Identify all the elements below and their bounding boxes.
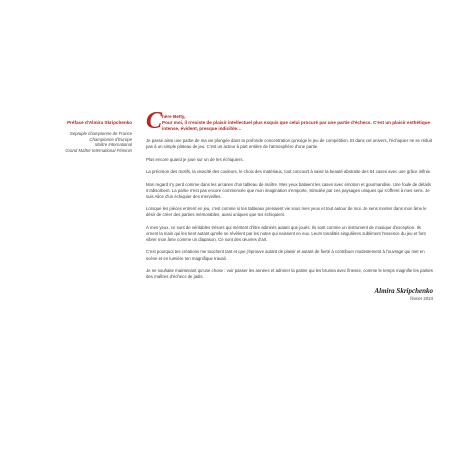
letter-opening xyxy=(146,108,433,138)
opening-text xyxy=(162,114,432,133)
paragraph: Je passe ainsi une partie de ma vie plongée dans la profonde concentration qu'exige le jeu de compétition. Et dans cet univers, l'échiquier ne se réduit pas à un simple plateau de jeu. C'est un acteur à part entière de l'atmosphère d'une partie. xyxy=(146,138,432,150)
drop-cap: C xyxy=(146,108,163,134)
signature-block xyxy=(146,287,433,301)
paragraph: Lorsque les pièces entrent en jeu, c'est comme si tes tableaux prenaient vie sous mes yeux et tout autour de moi. Je sens monter dans mon âme le désir de créer des parties mémorables, aussi uniques que tes échiquiers. xyxy=(146,206,427,218)
credential-line: Maître International xyxy=(94,142,132,148)
paragraph: Plus encore quand je joue sur un de tes échiquiers. xyxy=(146,156,244,162)
credential-line: Grand Maître International Féminin xyxy=(65,147,132,153)
paragraph: Je ne souhaite maintenant qu'une chose : voir passer les années et admirer la patine qui les brunira avec finesse, comme le temps magnifie les parties des maîtres d'échecs de jadis. xyxy=(146,268,433,280)
credential-line: Championne d'Europe xyxy=(89,136,132,142)
paragraph: À mes yeux, ce sont de véritables trésors qui méritent d'être admirés autant que joués. Ils sont comme un instrument de musique d'exception. Ils ornent la main qui les tient autant qu'elle se révèlent par les notes qui naissent en eux. Leurs tonalités singulières subliment l'essence du jeu et font vibrer mon âme comme un diapason. Ce sont des œuvres d'art. xyxy=(146,224,426,242)
letter-body xyxy=(146,108,433,301)
preface-sidebar xyxy=(14,120,132,153)
paragraph: La précision des motifs, la vivacité des couleurs, le choix des matériaux, tout concourt à saisir la beauté abstraite des 64 cases avec une grâce infinie. xyxy=(146,169,432,175)
opening-sentence: Pour moi, il n'existe de plaisir intellectuel plus exquis que celui procuré par une partie d'échecs. C'est un plaisir esthétique intense, évident, presque indicible… xyxy=(162,120,431,132)
paragraph: C'est pourquoi tes créations me touchent tant et que j'éprouve autant de plaisir et autant de fierté à contribuer modestement à l'ouvrage qui met en scène et en lumière ton magnifique travail. xyxy=(146,249,425,261)
signature-name: Almira Skripchenko xyxy=(374,286,433,295)
paragraph: Mon regard s'y perd comme dans les arcanes d'un tableau de maître. Mes yeux balaient les cases avec émotion et gourmandise. Une foule de détails m'absorbent. La partie n'est pas encore commencée que mon imagination s'emporte, stimulée par ces paysages uniques qui s'offrent à mes sens. Je suis Alice d'un échiquier des merveilles. xyxy=(146,181,431,199)
credential-line: Septuple championne de France xyxy=(69,131,132,136)
salutation: hère Betty, xyxy=(162,114,186,119)
signature-date: février 2024 xyxy=(410,295,433,301)
preface-title: Préface d'Almira Skripchenko xyxy=(67,120,132,125)
